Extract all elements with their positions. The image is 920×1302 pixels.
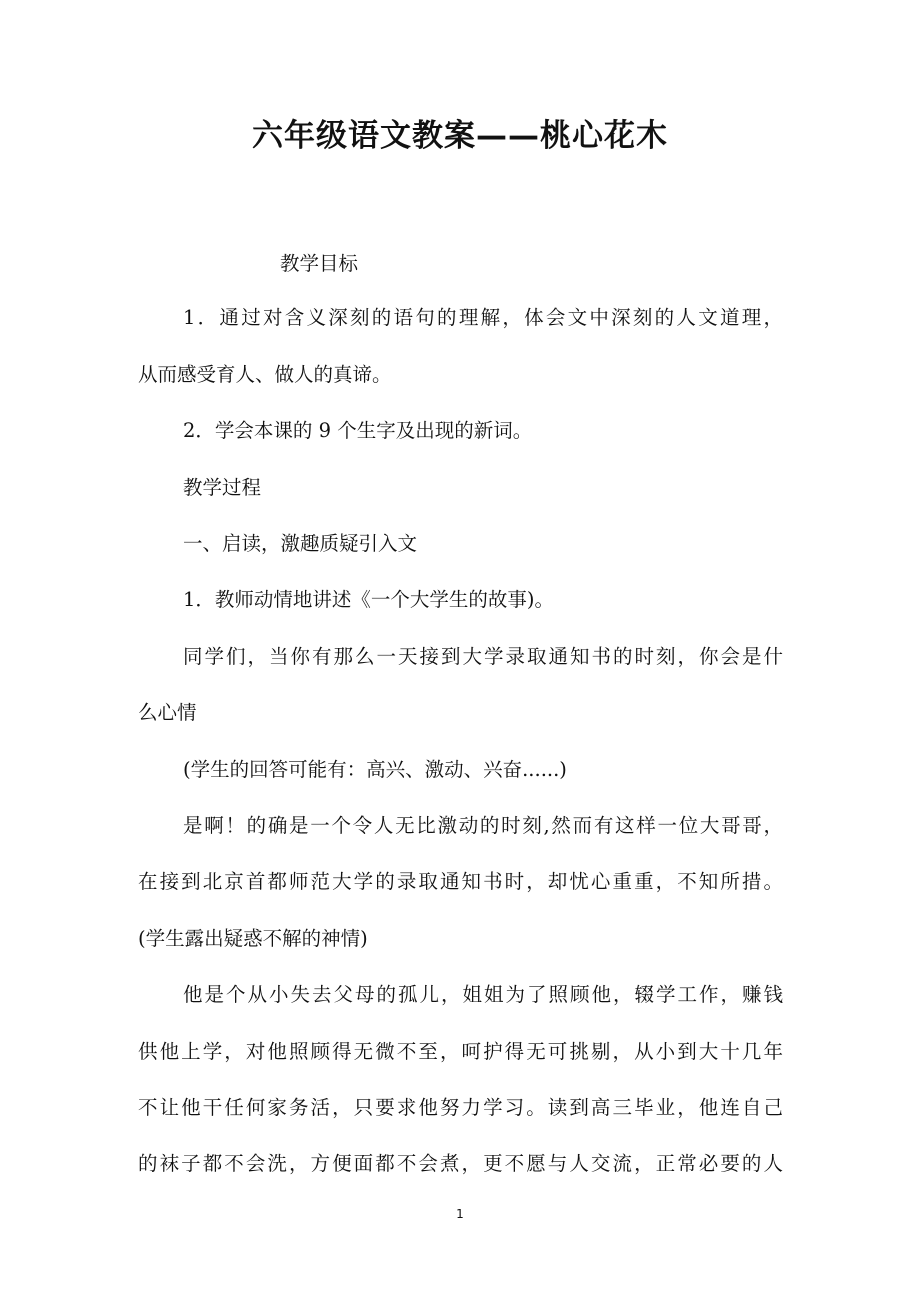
paragraph-line: 1．通过对含义深刻的语句的理解，体会文中深刻的人文道理， [183, 306, 783, 329]
paragraph-line: 他是个从小失去父母的孤儿，姐姐为了照顾他，辍学工作，赚钱 [183, 983, 783, 1006]
paragraph-line: 不让他干任何家务活，只要求他努力学习。读到高三毕业，他连自己 [138, 1096, 783, 1119]
paragraph-line: 在接到北京首都师范大学的录取通知书时，却忧心重重，不知所措。 [138, 870, 783, 893]
paragraph-line: 从而感受育人、做人的真谛。 [138, 363, 392, 386]
paragraph-line: 的袜子都不会洗，方便面都不会煮，更不愿与人交流，正常必要的人 [138, 1152, 783, 1175]
paragraph-line: 2．学会本课的 9 个生字及出现的新词。 [183, 419, 533, 442]
paragraph-line: 么心情 [138, 701, 197, 724]
paragraph-line: 1．教师动情地讲述《一个大学生的故事)。 [183, 588, 555, 611]
paragraph-line: 是啊！的确是一个令人无比激动的时刻,然而有这样一位大哥哥， [183, 814, 783, 837]
paragraph-line: (学生的回答可能有：高兴、激动、兴奋......) [183, 758, 567, 781]
section-heading-teaching-process: 教学过程 [183, 476, 262, 499]
paragraph-line: (学生露出疑惑不解的神情) [138, 927, 368, 950]
page-number: 1 [456, 1207, 464, 1221]
paragraph-line: 供他上学，对他照顾得无微不至，呵护得无可挑剔，从小到大十几年 [138, 1040, 783, 1063]
document-title: 六年级语文教案——桃心花木 [252, 118, 668, 154]
paragraph-line: 同学们，当你有那么一天接到大学录取通知书的时刻，你会是什 [183, 645, 783, 668]
paragraph-line: 一、启读，激趣质疑引入文 [183, 532, 418, 555]
section-heading-teaching-goals: 教学目标 [280, 252, 359, 275]
